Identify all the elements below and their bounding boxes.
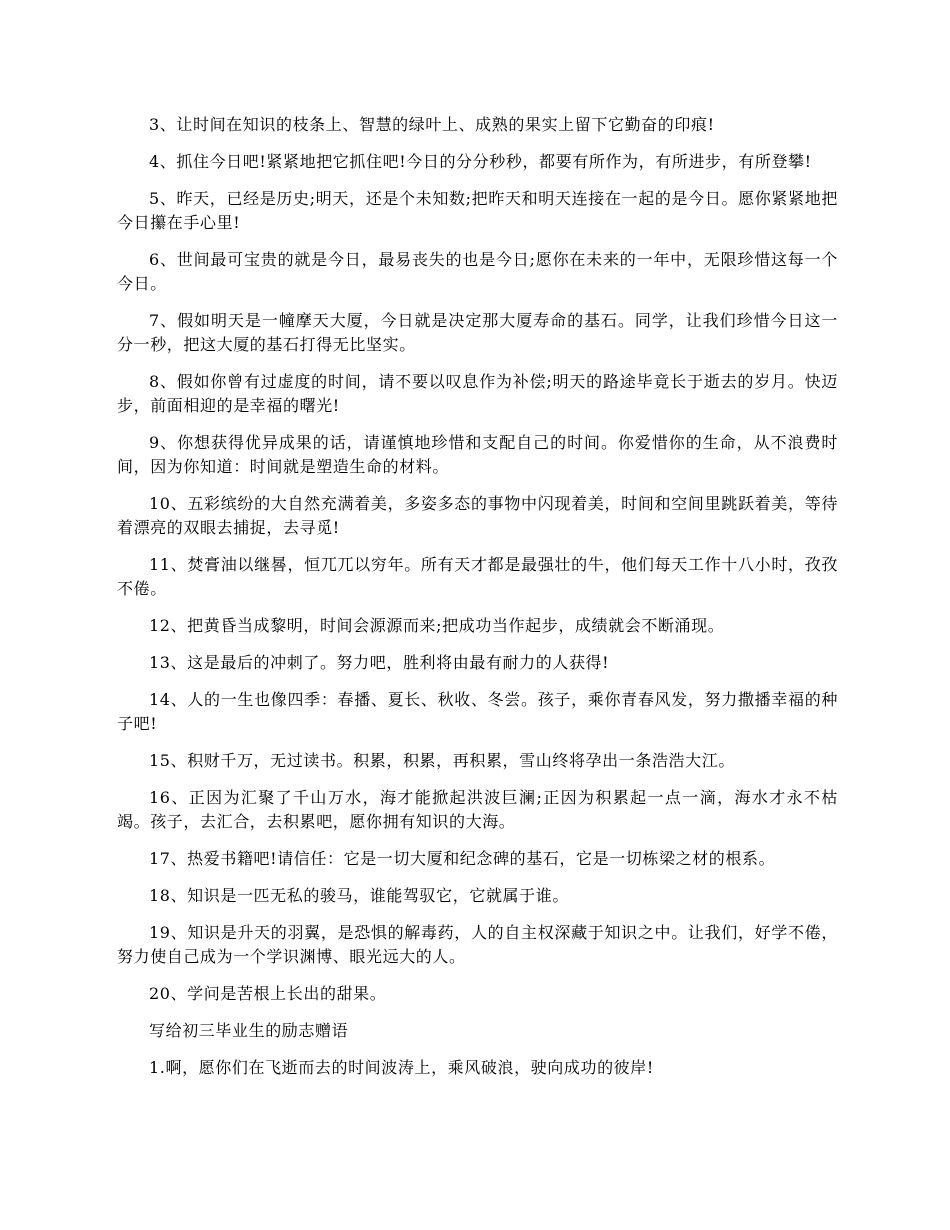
paragraph-16: 16、正因为汇聚了千山万水，海才能掀起洪波巨澜;正因为积累起一点一滴，海水才永不枯竭。孩子，去汇合，去积累吧，愿你拥有知识的大海。 [117,788,838,831]
paragraph-13: 13、这是最后的冲刺了。努力吧，胜利将由最有耐力的人获得! [149,653,610,672]
paragraph-11: 11、焚膏油以继晷，恒兀兀以穷年。所有天才都是最强壮的牛，他们每天工作十八小时，孜孜不倦。 [117,555,838,598]
paragraph-3: 3、让时间在知识的枝条上、智慧的绿叶上、成熟的果实上留下它勤奋的印痕! [149,115,715,134]
paragraph-5: 5、昨天，已经是历史;明天，还是个未知数;把昨天和明天连接在一起的是今日。愿你紧紧地把今日攥在手心里! [117,189,838,232]
paragraph-18: 18、知识是一匹无私的骏马，谁能驾驭它，它就属于谁。 [149,886,569,905]
paragraph-4: 4、抓住今日吧!紧紧地把它抓住吧!今日的分分秒秒，都要有所作为，有所进步，有所登攀! [149,152,812,171]
paragraph-7: 7、假如明天是一幢摩天大厦，今日就是决定那大厦寿命的基石。同学，让我们珍惜今日这一分一秒，把这大厦的基石打得无比坚实。 [117,311,838,354]
paragraph-19: 19、知识是升天的羽翼，是恐惧的解毒药，人的自主权深藏于知识之中。让我们，好学不倦，努力使自己成为一个学识渊博、眼光远大的人。 [117,923,838,966]
paragraph-20: 20、学问是苦根上长出的甜果。 [149,984,387,1003]
paragraph-14: 14、人的一生也像四季：春播、夏长、秋收、冬尝。孩子，乘你青春风发，努力撒播幸福的种子吧! [117,690,838,733]
paragraph-6: 6、世间最可宝贵的就是今日，最易丧失的也是今日;愿你在未来的一年中，无限珍惜这每一个今日。 [117,250,838,293]
paragraph-15: 15、积财千万，无过读书。积累，积累，再积累，雪山终将孕出一条浩浩大江。 [149,751,735,770]
paragraph-9: 9、你想获得优异成果的话，请谨慎地珍惜和支配自己的时间。你爱惜你的生命，从不浪费时间，因为你知道：时间就是塑造生命的材料。 [117,433,838,476]
paragraph-8: 8、假如你曾有过虚度的时间，请不要以叹息作为补偿;明天的路途毕竟长于逝去的岁月。快迈步，前面相迎的是幸福的曙光! [117,372,838,415]
paragraph-12: 12、把黄昏当成黎明，时间会源源而来;把成功当作起步，成绩就会不断涌现。 [149,616,725,635]
paragraph-section-1: 1.啊，愿你们在飞逝而去的时间波涛上，乘风破浪，驶向成功的彼岸! [149,1058,654,1077]
paragraph-17: 17、热爱书籍吧!请信任：它是一切大厦和纪念碑的基石，它是一切栋梁之材的根系。 [149,849,776,868]
paragraph-10: 10、五彩缤纷的大自然充满着美，多姿多态的事物中闪现着美，时间和空间里跳跃着美，等待着漂亮的双眼去捕捉，去寻觅! [117,494,838,537]
section-heading: 写给初三毕业生的励志赠语 [149,1021,349,1040]
